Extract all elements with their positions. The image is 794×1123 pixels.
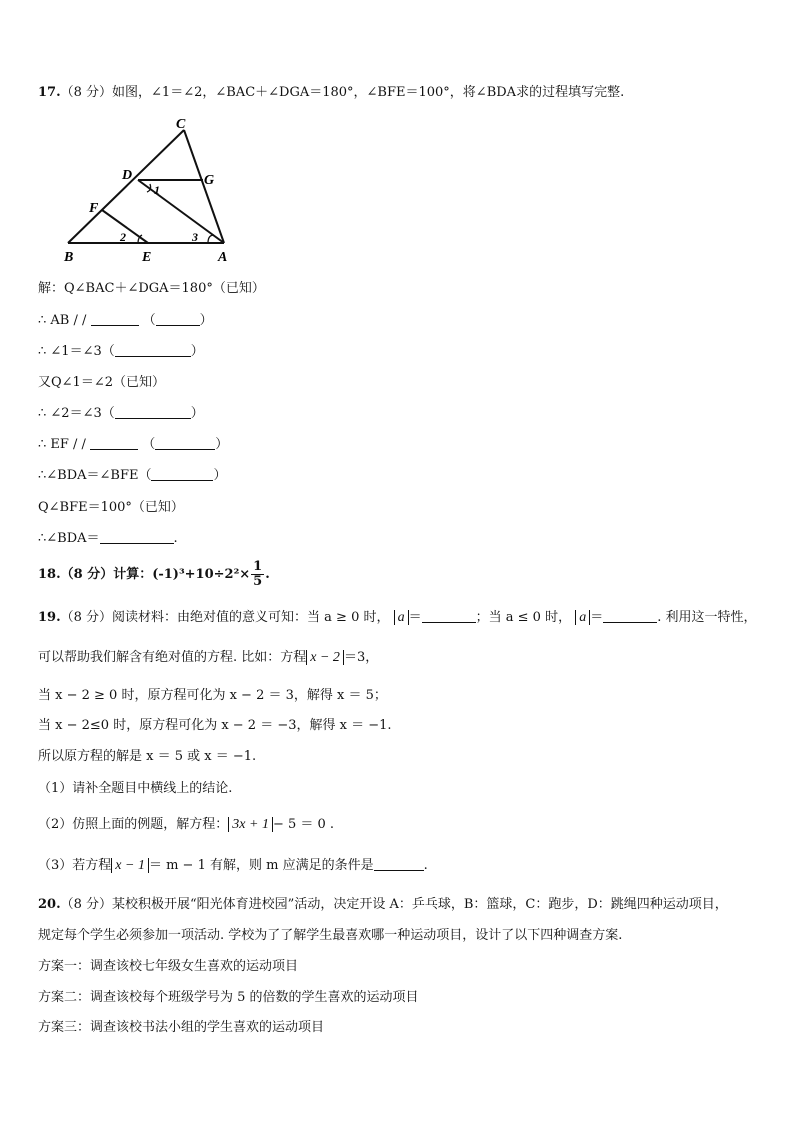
q18-fraction: $\frac{1}{5}$: [253, 559, 263, 589]
q19-sub-2: （2）仿照上面的例题，解方程： 3x + 1 − 5 ＝ 0 .: [38, 817, 335, 832]
q19-number: 19.: [38, 610, 61, 625]
point-b-label: B: [64, 250, 74, 264]
q20-plan-3: 方案三：调查该校书法小组的学生喜欢的运动项目: [38, 1020, 325, 1035]
angle-2-label: 2: [120, 230, 126, 244]
q19-sub-3: （3）若方程 x − 1 ＝ m − 1 有解，则 m 应满足的条件是 .: [38, 858, 428, 873]
q19-conclusion: 所以原方程的解是 x ＝ 5 或 x ＝ −1.: [38, 749, 257, 764]
q17-step-6: ∴ EF / / （ ）: [38, 437, 229, 452]
q18-score: （8 分）: [60, 567, 114, 582]
q20-number: 20.: [38, 897, 61, 912]
q19-case-2: 当 x − 2≤0 时，原方程可化为 x − 2 ＝ −3，解得 x ＝ −1.: [38, 718, 392, 733]
point-e-label: E: [142, 250, 152, 264]
q19-sub-1: （1）请补全题目中横线上的结论.: [38, 781, 233, 796]
q17-step-8: Q∠BFE＝100°（已知）: [38, 500, 184, 515]
angle-3-label: 3: [192, 230, 198, 244]
q19-case-1: 当 x − 2 ≥ 0 时，原方程可化为 x − 2 ＝ 3，解得 x ＝ 5；: [38, 688, 387, 703]
q20-line-1: 20.（8 分）某校积极开展“阳光体育进校园”活动，决定开设 A：乒乓球，B：篮球，C：跑步，D：跳绳四种运动项目，: [38, 897, 728, 912]
q17-step-3: ∴ ∠1＝∠3（ ）: [38, 344, 204, 359]
blank-parallel-1[interactable]: [91, 312, 139, 326]
blank-answer-bda[interactable]: [100, 530, 174, 544]
q18-expression: (-1)³+10÷2²×: [152, 567, 251, 582]
q17-step-7: ∴∠BDA＝∠BFE（ ）: [38, 468, 227, 483]
q17-step-1: 解：Q∠BAC＋∠DGA＝180°（已知）: [38, 281, 265, 296]
q18-stem: 18.（8 分）计算：(-1)³+10÷2²× $\frac{1}{5}$ .: [38, 559, 270, 589]
q17-step-4: 又Q∠1＝∠2（已知）: [38, 375, 165, 390]
blank-reason-4[interactable]: [155, 436, 215, 450]
blank-parallel-2[interactable]: [90, 436, 138, 450]
abs-x-minus-2: x − 2: [306, 650, 344, 665]
q20-plan-2: 方案二：调查该校每个班级学号为 5 的倍数的学生喜欢的运动项目: [38, 990, 419, 1005]
blank-abs-positive[interactable]: [422, 609, 476, 623]
blank-reason-5[interactable]: [151, 467, 213, 481]
q18-number: 18.: [38, 567, 61, 582]
blank-abs-negative[interactable]: [603, 609, 657, 623]
abs-x-minus-1: x − 1: [111, 858, 149, 873]
point-g-label: G: [204, 173, 215, 188]
blank-reason-2[interactable]: [115, 343, 191, 357]
abs-a-1: a: [394, 610, 409, 625]
abs-3x-plus-1: 3x + 1: [228, 817, 273, 832]
blank-reason-3[interactable]: [115, 405, 191, 419]
segment-da: [138, 180, 224, 243]
q19-score: （8 分）: [60, 610, 113, 625]
point-f-label: F: [89, 201, 99, 216]
q20-score: （8 分）: [60, 897, 113, 912]
abs-a-2: a: [575, 610, 590, 625]
q17-number: 17.: [38, 85, 61, 100]
q18-label: 计算：: [113, 567, 153, 582]
q17-geometry-figure: [58, 114, 238, 264]
q19-paragraph-2: 可以帮助我们解含有绝对值的方程. 比如：方程 x − 2 ＝3，: [38, 650, 379, 665]
q17-stem: [38, 84, 624, 102]
q17-step-2: ∴ AB / / （ ）: [38, 313, 213, 328]
q17-step-5: ∴ ∠2＝∠3（ ）: [38, 406, 204, 421]
q19-paragraph-1: 19.（8 分）阅读材料：由绝对值的意义可知：当 a ≥ 0 时， a ＝ ；当 a ≤ 0 时， a ＝ . 利用这一特性，: [38, 610, 757, 625]
q17-intro: 如图，∠1＝∠2，∠BAC＋∠DGA＝180°，∠BFE＝100°，将∠BDA求的过程填写完整.: [112, 85, 625, 100]
point-c-label: C: [176, 117, 186, 132]
angle-1-label: 1: [154, 183, 160, 197]
point-a-label: A: [218, 250, 228, 264]
point-d-label: D: [122, 168, 133, 183]
q17-score: （8 分）: [60, 85, 113, 100]
q20-plan-1: 方案一：调查该校七年级女生喜欢的运动项目: [38, 959, 299, 974]
blank-reason-1[interactable]: [156, 312, 200, 326]
q20-line-2: 规定每个学生必须参加一项活动. 学校为了了解学生最喜欢哪一种运动项目，设计了以下四种调查方案.: [38, 928, 623, 943]
blank-m-condition[interactable]: [374, 857, 424, 871]
q17-step-9: ∴∠BDA＝ .: [38, 531, 178, 546]
